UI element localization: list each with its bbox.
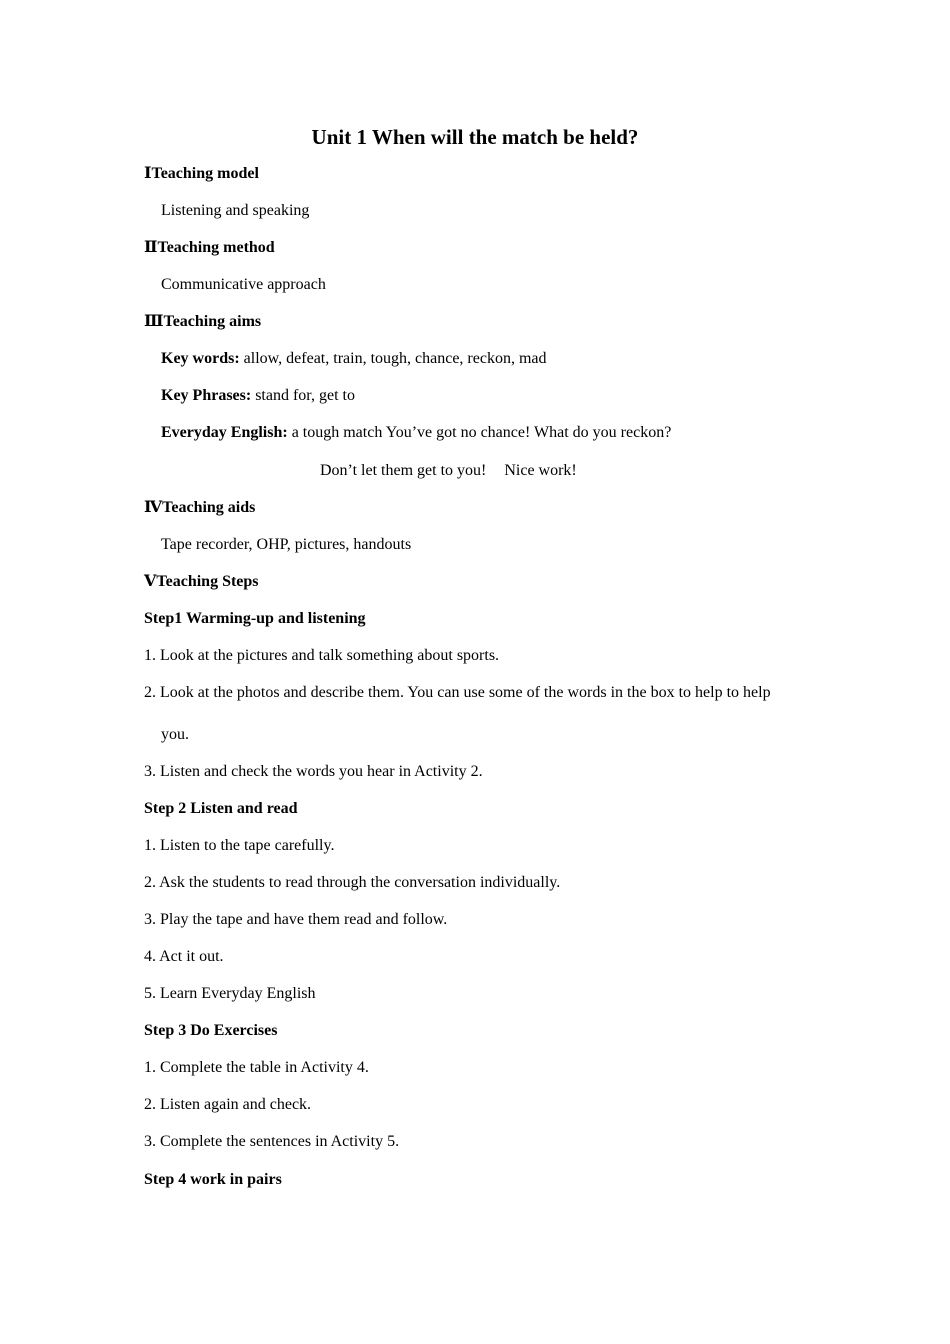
- key-phrases-text: stand for, get to: [251, 387, 355, 404]
- step1-item-1: 1. Look at the pictures and talk something about sports.: [144, 647, 500, 664]
- step2-item-4: 4. Act it out.: [144, 948, 224, 965]
- everyday-english-label: Everyday English:: [161, 424, 288, 441]
- step3-item-3: 3. Complete the sentences in Activity 5.: [144, 1133, 400, 1150]
- step1-item-3: 3. Listen and check the words you hear in Activity 2.: [144, 763, 483, 780]
- step1-heading: Step1 Warming-up and listening: [144, 610, 366, 627]
- section-heading-teaching-aids: ⅣTeaching aids: [144, 499, 256, 516]
- step3-heading: Step 3 Do Exercises: [144, 1022, 278, 1039]
- step3-item-2: 2. Listen again and check.: [144, 1096, 312, 1113]
- key-phrases-label: Key Phrases:: [161, 387, 252, 404]
- step4-heading: Step 4 work in pairs: [144, 1171, 282, 1188]
- step2-item-2: 2. Ask the students to read through the conversation individually.: [144, 874, 561, 891]
- everyday-english-text: a tough match You’ve got no chance! What do you reckon?: [287, 424, 672, 441]
- teaching-aids-text: Tape recorder, OHP, pictures, handouts: [161, 536, 412, 553]
- everyday-english-continued: [320, 460, 577, 482]
- teaching-method-text: Communicative approach: [161, 276, 326, 293]
- step3-item-1: 1. Complete the table in Activity 4.: [144, 1059, 369, 1076]
- everyday-english-phrase-b: Nice work!: [504, 462, 577, 479]
- section-heading-teaching-steps: ⅤTeaching Steps: [144, 573, 259, 590]
- everyday-english-line: [161, 422, 671, 444]
- section-heading-teaching-method: ⅡTeaching method: [144, 239, 275, 256]
- document-title: Unit 1 When will the match be held?: [311, 125, 639, 149]
- step2-heading: Step 2 Listen and read: [144, 800, 298, 817]
- step1-item-2: 2. Look at the photos and describe them. You can use some of the words in the box to help to help: [144, 684, 771, 701]
- section-heading-teaching-aims: ⅢTeaching aims: [144, 313, 262, 330]
- step2-item-3: 3. Play the tape and have them read and follow.: [144, 911, 448, 928]
- key-words-label: Key words:: [161, 350, 240, 367]
- key-phrases-line: [161, 385, 355, 407]
- teaching-model-text: Listening and speaking: [161, 202, 310, 219]
- everyday-english-phrase-a: Don’t let them get to you!: [320, 462, 487, 479]
- section-heading-teaching-model: ⅠTeaching model: [144, 165, 259, 182]
- step1-item-2-continued: you.: [161, 726, 189, 743]
- step2-item-1: 1. Listen to the tape carefully.: [144, 837, 335, 854]
- key-words-line: [161, 348, 547, 370]
- key-words-text: allow, defeat, train, tough, chance, reckon, mad: [239, 350, 547, 367]
- step2-item-5: 5. Learn Everyday English: [144, 985, 316, 1002]
